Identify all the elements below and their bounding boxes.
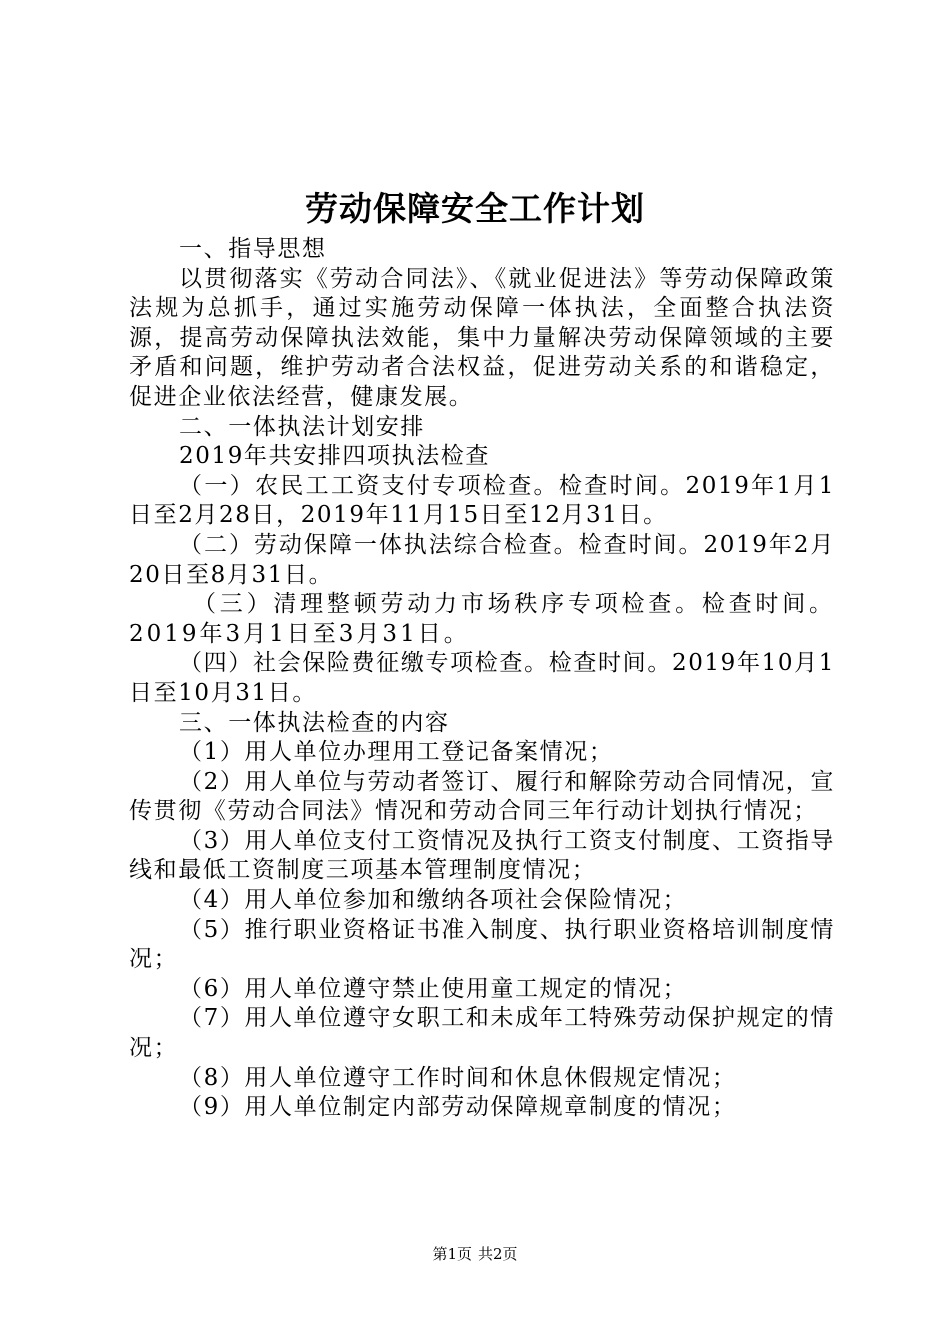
plan-item-3: （三）清理整顿劳动力市场秩序专项检查。检查时间。2019年3月1日至3月31日。 [129, 591, 835, 647]
document-title: 劳动保障安全工作计划 [305, 189, 645, 228]
content-item-7: （7）用人单位遵守女职工和未成年工特殊劳动保护规定的情况； [129, 1005, 835, 1062]
plan-item-4: （四）社会保险费征缴专项检查。检查时间。2019年10月1日至10月31日。 [129, 650, 835, 706]
section-heading-guiding-thought: 一、指导思想 [179, 236, 327, 262]
content-item-5: （5）推行职业资格证书准入制度、执行职业资格培训制度情况； [129, 916, 835, 973]
page-number-current: 第1页 [432, 1245, 472, 1263]
paragraph-guiding-thought: 以贯彻落实《劳动合同法》、《就业促进法》等劳动保障政策法规为总抓手，通过实施劳动保障一体执法，全面整合执法资源，提高劳动保障执法效能，集中力量解决劳动保障领域的主要矛盾和问题，维护劳动者合法权益，促进劳动关系的和谐稳定，促进企业依法经营，健康发展。 [129, 265, 835, 410]
document-body [129, 235, 835, 1123]
section-heading-plan: 二、一体执法计划安排 [179, 413, 425, 440]
content-item-8: （8）用人单位遵守工作时间和休息休假规定情况； [179, 1064, 737, 1091]
content-item-3: （3）用人单位支付工资情况及执行工资支付制度、工资指导线和最低工资制度三项基本管理制度情况； [129, 827, 835, 884]
plan-item-2: （二）劳动保障一体执法综合检查。检查时间。2019年2月20日至8月31日。 [129, 531, 835, 588]
page-footer [0, 1243, 950, 1265]
plan-item-1: （一）农民工工资支付专项检查。检查时间。2019年1月1日至2月28日，2019年11月15日至12月31日。 [129, 472, 835, 529]
content-item-6: （6）用人单位遵守禁止使用童工规定的情况； [179, 975, 688, 1002]
content-item-2: （2）用人单位与劳动者签订、履行和解除劳动合同情况，宣传贯彻《劳动合同法》情况和劳动合同三年行动计划执行情况； [129, 768, 835, 825]
section-heading-contents: 三、一体执法检查的内容 [179, 709, 450, 736]
paragraph-plan-summary: 2019年共安排四项执法检查 [179, 443, 490, 470]
content-item-4: （4）用人单位参加和缴纳各项社会保险情况； [179, 887, 688, 914]
content-item-1: （1）用人单位办理用工登记备案情况； [179, 739, 614, 766]
page-number-total: 共2页 [478, 1245, 518, 1263]
content-item-9: （9）用人单位制定内部劳动保障规章制度的情况； [179, 1094, 737, 1121]
